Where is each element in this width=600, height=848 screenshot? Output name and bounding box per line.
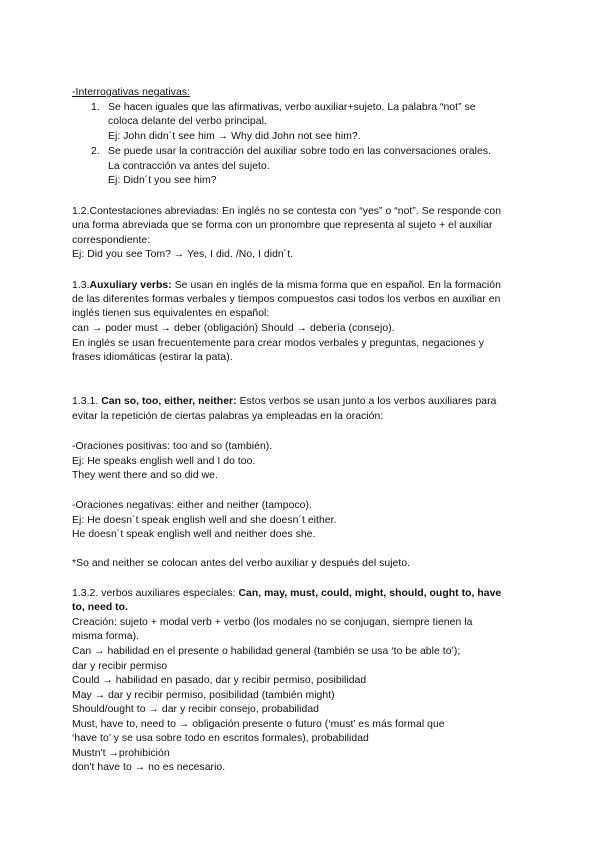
section-title-continued xyxy=(72,601,128,615)
list-item-text: La contracción va antes del sujeto. xyxy=(108,161,270,172)
list-item-example: Ej: John didn´t see him → Why did John not see him?. xyxy=(108,131,361,142)
paragraph-line: Mustn't →prohibición xyxy=(72,748,170,759)
paragraph-line: inglés tienen sus equivalentes en español: xyxy=(72,308,270,319)
paragraph-line: -Oraciones negativas: either and neither (tampoco). xyxy=(72,500,312,511)
example-line: Ej: He speaks english well and I do too. xyxy=(72,456,256,467)
list-number: 2. xyxy=(91,146,100,157)
section-heading-interrogativas: -Interrogativas negativas: xyxy=(72,87,190,98)
section-number: 1.3.1. xyxy=(72,396,102,407)
paragraph-line: En inglés se usan frecuentemente para crear modos verbales y preguntas, negaciones y xyxy=(72,338,484,349)
paragraph-line: can → poder must → deber (obligación) Should → debería (consejo). xyxy=(72,323,395,334)
list-item-text: Se hacen iguales que las afirmativas, verbo auxiliar+sujeto. La palabra “not” se xyxy=(108,102,476,113)
section-prefix: 1.3.2. verbos auxiliares especiales: xyxy=(72,588,239,599)
list-item-text: coloca delante del verbo principal. xyxy=(108,116,267,127)
section-number: 1.3. xyxy=(72,280,90,291)
paragraph-line: 1.2.Contestaciones abreviadas: En inglés no se contesta con “yes” o “not”. Se responde con xyxy=(72,206,502,217)
paragraph-line: don't have to → no es necesario. xyxy=(72,762,226,773)
paragraph-line: May → dar y recibir permiso, posibilidad (también might) xyxy=(72,690,335,701)
paragraph-line: evitar la repetición de ciertas palabras ya empleadas en la oración: xyxy=(72,411,384,422)
list-number: 1. xyxy=(91,102,100,113)
section-heading-canso xyxy=(72,395,496,409)
paragraph-line: ‘have to’ y se usa sobre todo en escritos formales), probabilidad xyxy=(72,733,369,744)
paragraph-line: de las diferentes formas verbales y tiempos compuestos casi todos los verbos en auxiliar en xyxy=(72,294,501,305)
example-line: Ej: Did you see Tom? → Yes, I did. /No, I didn´t. xyxy=(72,249,294,260)
paragraph-line: Can → habilidad en el presente o habilidad general (también se usa ‘to be able to’); xyxy=(72,646,461,657)
paragraph-line: dar y recibir permiso xyxy=(72,661,168,672)
list-item-text: Se puede usar la contracción del auxiliar sobre todo en las conversaciones orales. xyxy=(108,146,492,157)
example-line: He doesn´t speak english well and neither does she. xyxy=(72,529,316,540)
example-line: They went there and so did we. xyxy=(72,470,218,481)
section-title: Auxuliary verbs: xyxy=(89,280,172,291)
section-title: to, need to. xyxy=(72,602,129,613)
paragraph-line: una forma abreviada que se forma con un pronombre que representa al sujeto + el auxiliar xyxy=(72,220,493,231)
paragraph-line: correspondiente: xyxy=(72,235,151,246)
paragraph-text: Estos verbos se usan junto a los verbos auxiliares para xyxy=(236,396,497,407)
paragraph-line: Should/ought to → dar y recibir consejo, probabilidad xyxy=(72,704,319,715)
section-title: Can so, too, either, neither: xyxy=(101,396,237,407)
paragraph-line: misma forma). xyxy=(72,631,140,642)
paragraph-line: Creación: sujeto + modal verb + verbo (los modales no se conjugan, siempre tienen la xyxy=(72,617,473,628)
paragraph-line: Could → habilidad en pasado, dar y recibir permiso, posibilidad xyxy=(72,675,367,686)
section-heading-auxuliary xyxy=(72,279,501,293)
note-line: *So and neither se colocan antes del verbo auxiliar y después del sujeto. xyxy=(72,558,411,569)
paragraph-line: -Oraciones positivas: too and so (también). xyxy=(72,441,273,452)
paragraph-text: Se usan en inglés de la misma forma que en español. En la formación xyxy=(171,280,501,291)
example-line: Ej: He doesn´t speak english well and she doesn´t either. xyxy=(72,515,337,526)
section-heading-especiales xyxy=(72,587,501,601)
paragraph-line: Must, have to, need to → obligación presente o futuro (‘must’ es más formal que xyxy=(72,719,445,730)
section-title: Can, may, must, could, might, should, ought to, have xyxy=(238,588,502,599)
paragraph-line: frases idiomáticas (estirar la pata). xyxy=(72,352,233,363)
list-item-example: Ej: Didn´t you see him? xyxy=(108,175,217,186)
